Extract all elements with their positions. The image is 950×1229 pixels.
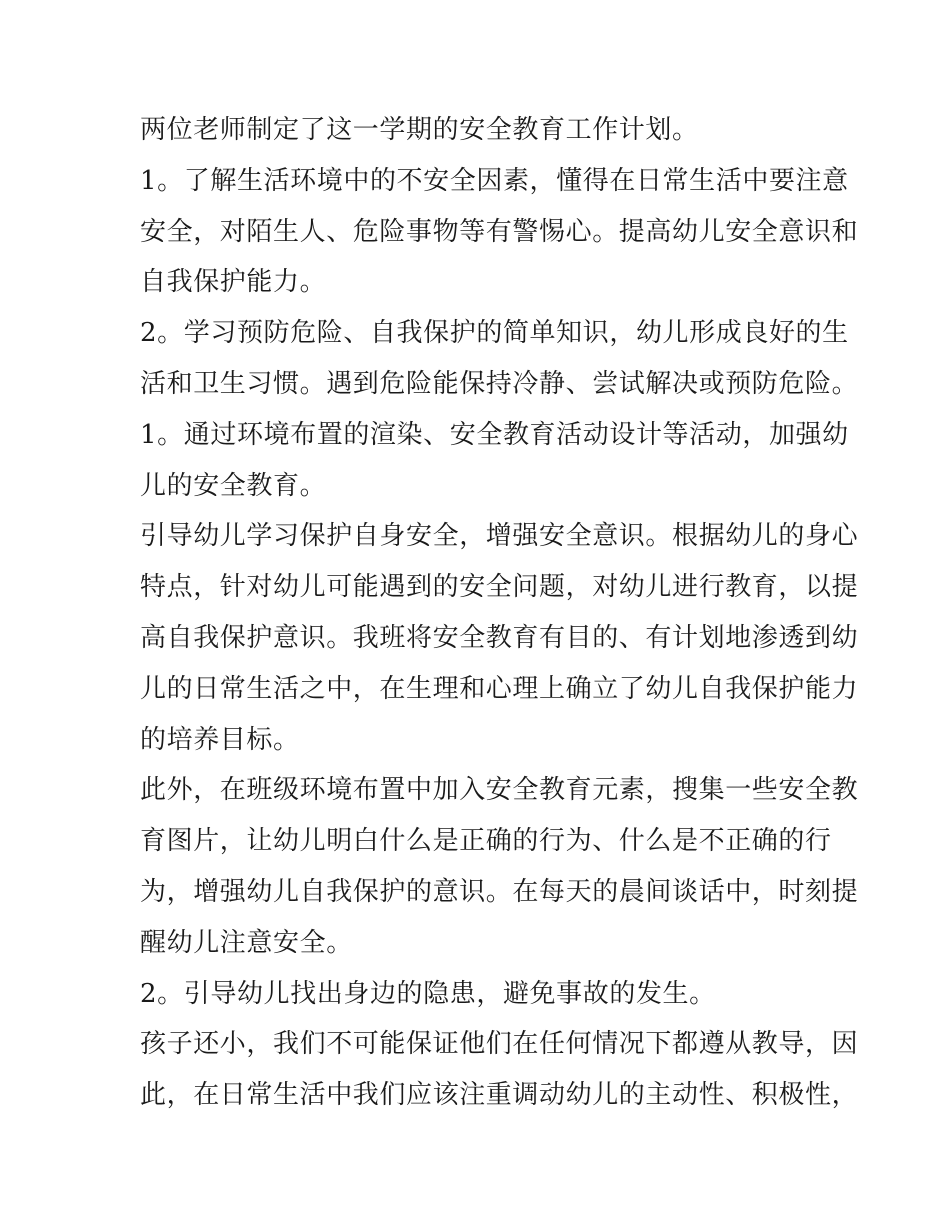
text-line: 儿的日常生活之中，在生理和心理上确立了幼儿自我保护能力: [140, 673, 859, 704]
text-line: 的培养目标。: [140, 724, 300, 755]
text-line: 特点，针对幼儿可能遇到的安全问题，对幼儿进行教育，以提: [140, 572, 859, 603]
text-line: 2。引导幼儿找出身边的隐患，避免事故的发生。: [140, 978, 716, 1009]
text-line: 自我保护能力。: [140, 267, 327, 298]
text-line: 安全，对陌生人、危险事物等有警惕心。提高幼儿安全意识和: [140, 216, 859, 247]
text-line: 为，增强幼儿自我保护的意识。在每天的晨间谈话中，时刻提: [140, 876, 859, 907]
document-body: [140, 105, 859, 1121]
text-line: 1。了解生活环境中的不安全因素，懂得在日常生活中要注意: [140, 165, 849, 196]
text-line: 活和卫生习惯。遇到危险能保持冷静、尝试解决或预防危险。: [140, 368, 859, 399]
text-line: 孩子还小，我们不可能保证他们在任何情况下都遵从教导，因: [140, 1029, 859, 1060]
text-line: 1。通过环境布置的渲染、安全教育活动设计等活动，加强幼: [140, 419, 849, 450]
text-line: 儿的安全教育。: [140, 470, 327, 501]
text-line: 醒幼儿注意安全。: [140, 927, 353, 958]
text-line: 此，在日常生活中我们应该注重调动幼儿的主动性、积极性，: [140, 1080, 859, 1111]
text-line: 两位老师制定了这一学期的安全教育工作计划。: [140, 115, 699, 145]
text-line: 引导幼儿学习保护自身安全，增强安全意识。根据幼儿的身心: [140, 521, 859, 552]
text-line: 育图片，让幼儿明白什么是正确的行为、什么是不正确的行: [140, 826, 832, 857]
text-line: 此外，在班级环境布置中加入安全教育元素，搜集一些安全教: [140, 775, 859, 806]
text-line: 高自我保护意识。我班将安全教育有目的、有计划地渗透到幼: [140, 622, 859, 653]
text-line: 2。学习预防危险、自我保护的简单知识，幼儿形成良好的生: [140, 318, 849, 349]
